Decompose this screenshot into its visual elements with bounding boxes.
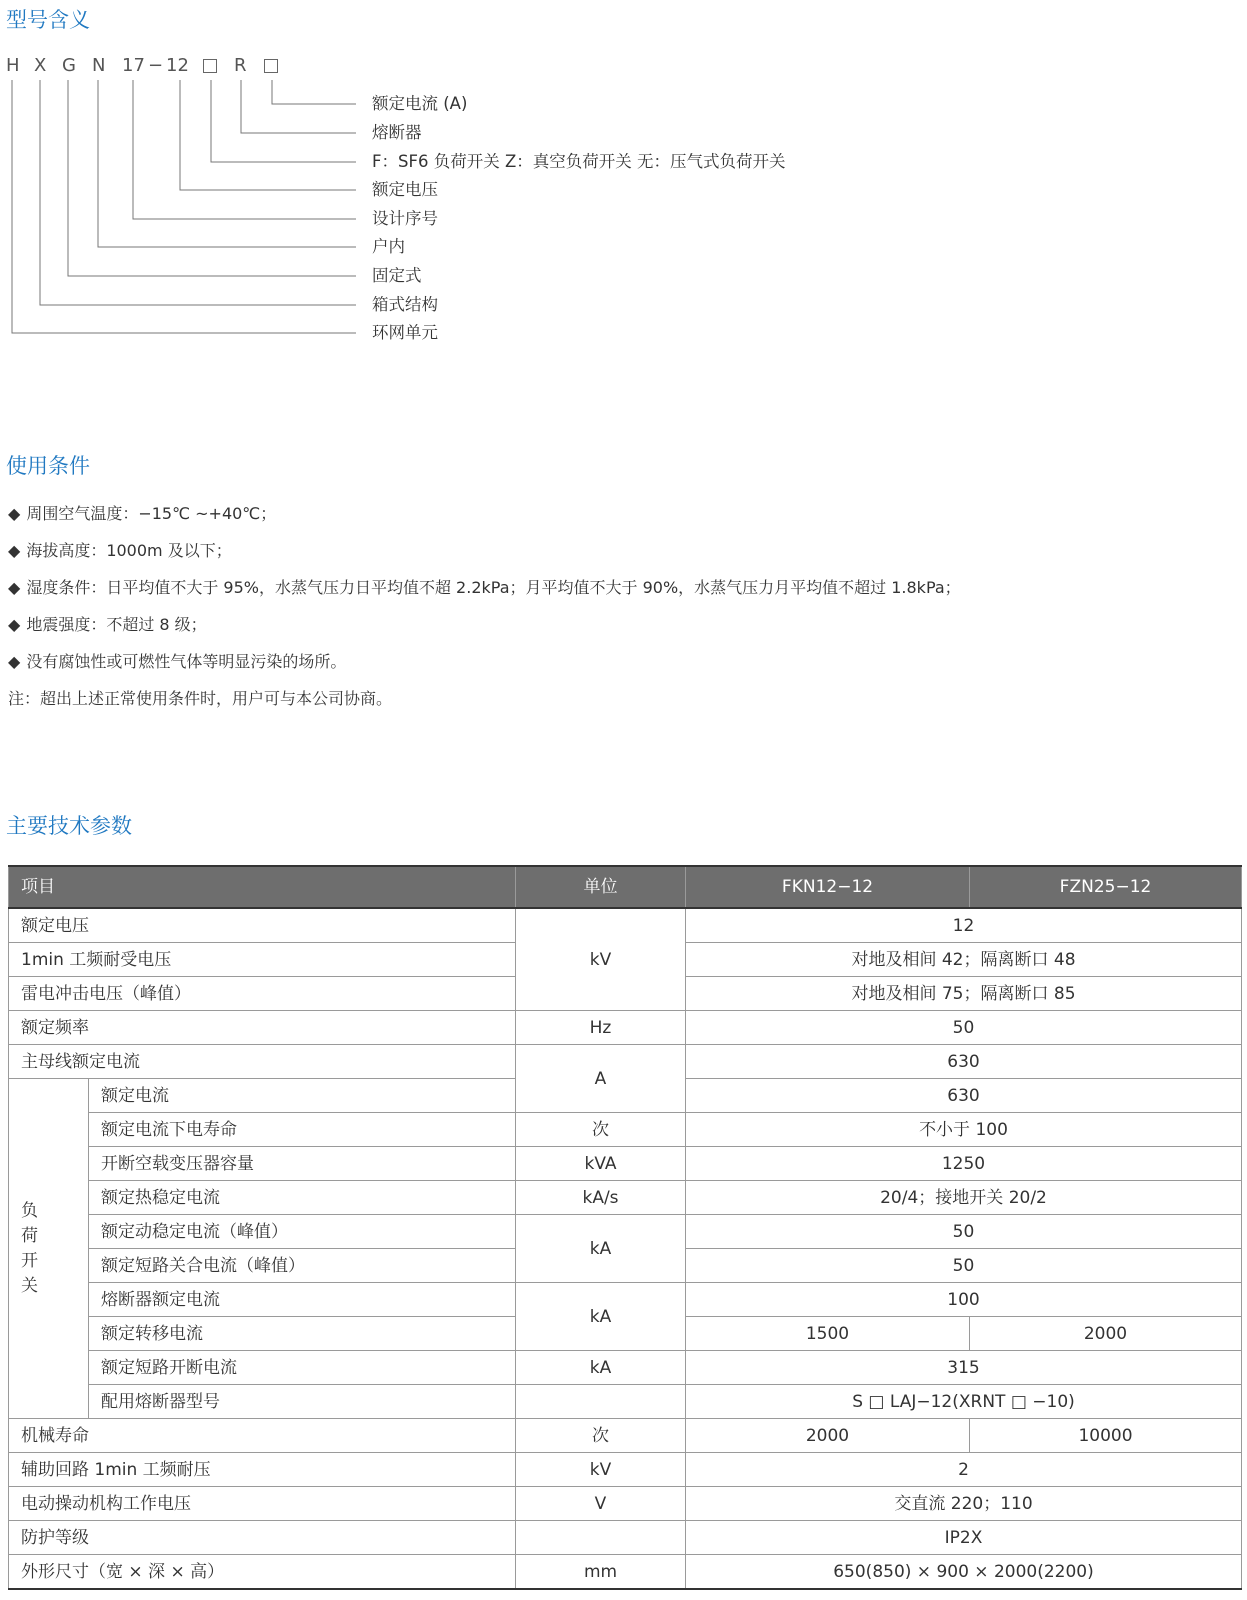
bullet-icon: ◆ (8, 578, 21, 597)
unit-kv: kV (516, 908, 686, 1011)
unit-a: A (516, 1045, 686, 1113)
condition-seismic: ◆ 地震强度：不超过 8 级； (8, 615, 207, 634)
legend-rated-current: 额定电流 (A) (372, 94, 468, 113)
table-row: 额定频率 Hz 50 (9, 1011, 1242, 1045)
legend-design-no: 设计序号 (372, 209, 438, 228)
condition-altitude: ◆ 海拔高度：1000m 及以下； (8, 541, 232, 560)
table-row: 负荷开关 额定电流 630 (9, 1079, 1242, 1113)
legend-indoor: 户内 (372, 237, 405, 256)
bullet-icon: ◆ (8, 541, 21, 560)
model-legend-lines (0, 0, 380, 345)
header-model-fkn: FKN12−12 (686, 866, 970, 908)
condition-pollution: ◆ 没有腐蚀性或可燃性气体等明显污染的场所。 (8, 652, 347, 671)
section-title-model: 型号含义 (6, 8, 90, 32)
condition-note: 注：超出上述正常使用条件时，用户可与本公司协商。 (8, 689, 393, 708)
section-title-conditions: 使用条件 (6, 454, 90, 478)
code-12: 12 (166, 55, 189, 76)
legend-switch-type: F：SF6 负荷开关 Z：真空负荷开关 无：压气式负荷开关 (372, 152, 786, 171)
condition-temperature: ◆ 周围空气温度：−15℃ ~+40℃； (8, 504, 277, 523)
table-row: 雷电冲击电压（峰值） 对地及相间 75；隔离断口 85 (9, 977, 1242, 1011)
table-row: 防护等级 IP2X (9, 1521, 1242, 1555)
table-row: 配用熔断器型号 S □ LAJ−12(XRNT □ −10) (9, 1385, 1242, 1419)
header-unit: 单位 (516, 866, 686, 908)
legend-fuse: 熔断器 (372, 123, 422, 142)
table-row: 开断空载变压器容量 kVA 1250 (9, 1147, 1242, 1181)
table-row: 额定转移电流 1500 2000 (9, 1317, 1242, 1351)
table-row: 主母线额定电流 A 630 (9, 1045, 1242, 1079)
table-row: 额定热稳定电流 kA/s 20/4；接地开关 20/2 (9, 1181, 1242, 1215)
condition-humidity: ◆ 湿度条件：日平均值不大于 95%，水蒸气压力日平均值不超 2.2kPa；月平均值不大于 90%，水蒸气压力月平均值不超过 1.8kPa； (8, 578, 961, 597)
table-row: 额定电压 kV 12 (9, 908, 1242, 943)
legend-box-structure: 箱式结构 (372, 295, 438, 314)
bullet-icon: ◆ (8, 615, 21, 634)
table-row: 辅助回路 1min 工频耐压 kV 2 (9, 1453, 1242, 1487)
code-dash: − (148, 55, 164, 76)
table-header-row (9, 866, 1242, 908)
code-h: H (6, 55, 20, 76)
code-17: 17 (122, 55, 145, 76)
header-model-fzn: FZN25−12 (970, 866, 1242, 908)
code-x: X (34, 55, 47, 76)
table-row: 电动操动机构工作电压 V 交直流 220；110 (9, 1487, 1242, 1521)
code-r: R (234, 55, 247, 76)
table-row: 额定短路关合电流（峰值） 50 (9, 1249, 1242, 1283)
bullet-icon: ◆ (8, 652, 21, 671)
table-row: 熔断器额定电流 kA 100 (9, 1283, 1242, 1317)
table-row: 外形尺寸（宽 × 深 × 高） mm 650(850) × 900 × 2000(2200) (9, 1555, 1242, 1590)
unit-ka: kA (516, 1283, 686, 1351)
legend-ring-main-unit: 环网单元 (372, 323, 438, 342)
table-row: 额定短路开断电流 kA 315 (9, 1351, 1242, 1385)
code-n: N (92, 55, 106, 76)
legend-fixed: 固定式 (372, 266, 422, 285)
section-title-params: 主要技术参数 (6, 814, 132, 838)
group-load-switch (9, 1079, 89, 1419)
bullet-icon: ◆ (8, 504, 21, 523)
table-row: 1min 工频耐受电压 对地及相间 42；隔离断口 48 (9, 943, 1242, 977)
header-item: 项目 (9, 866, 516, 908)
table-row: 额定动稳定电流（峰值） kA 50 (9, 1215, 1242, 1249)
table-row: 额定电流下电寿命 次 不小于 100 (9, 1113, 1242, 1147)
legend-rated-voltage: 额定电压 (372, 180, 438, 199)
params-table (8, 865, 1242, 1590)
group-load-switch-label: 负荷开关 (21, 1200, 38, 1296)
unit-ka: kA (516, 1215, 686, 1283)
table-row: 机械寿命 次 2000 10000 (9, 1419, 1242, 1453)
code-g: G (62, 55, 76, 76)
